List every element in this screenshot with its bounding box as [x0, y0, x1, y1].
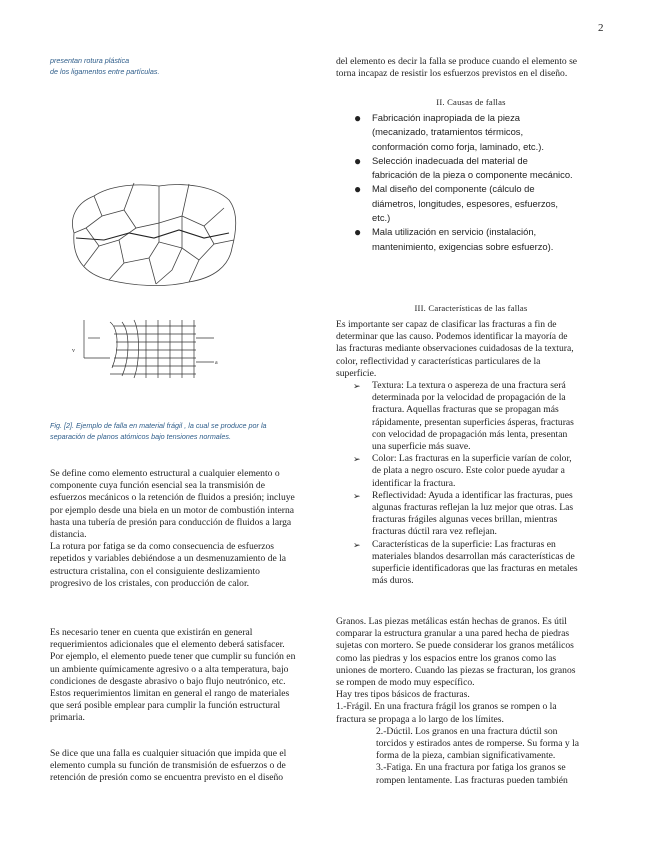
text-line: progresivo de los cristales, con producción de calor.	[50, 577, 250, 589]
text-line: requerimientos adicionales que el elemento deberá satisfacer.	[50, 639, 285, 651]
text-line: que será posible emplear para cumplir la función estructural	[50, 700, 281, 712]
text-line: Es necesario tener en cuenta que existirán en general	[50, 627, 253, 638]
text-line: estructura cristalina, con el consiguiente deslizamiento	[50, 565, 260, 577]
text-line: distancia.	[50, 529, 87, 541]
text-line: 3.-Fatiga. En una fractura por fatiga los granos se	[376, 762, 566, 774]
text-line: más duros.	[372, 575, 414, 587]
text-line: hasta una tubería de presión para conducción de fluidos a larga	[50, 516, 292, 528]
right-intro	[336, 56, 606, 80]
text-line: repetidos y variables debiéndose a un desmenuzamiento de la	[50, 553, 287, 565]
caracteristicas-list	[336, 380, 608, 587]
text-line: conformación como forja, laminado, etc.).	[372, 140, 544, 152]
text-line: fractura. Aquellas fracturas que se propagan más	[372, 404, 559, 416]
text-line: algunas fracturas reflejan la luz mejor que otras. Las	[372, 502, 574, 514]
text-line: con velocidad de propagación más lenta, presentan	[372, 428, 568, 440]
text-line: materiales blandos desarrollan más características de	[372, 550, 575, 562]
text-line: comparar la estructura granular a una pared hecha de piedras	[336, 628, 570, 640]
bullet-icon: ●	[354, 153, 362, 168]
text-line: identificar la fractura.	[372, 477, 456, 489]
text-line: Es importante ser capaz de clasificar las fracturas a fin de	[336, 319, 557, 330]
text-line: retención de presión como se encuentra previsto en el diseño	[50, 772, 284, 784]
list-item	[336, 453, 608, 490]
text-line: componente cuya función esencial sea la transmisión de	[50, 480, 265, 492]
text-line: Granos. Las piezas metálicas están hechas de granos. Es útil	[336, 616, 567, 627]
text-line: se rompen de modo muy específico.	[336, 677, 475, 689]
text-line: rápidamente, presentan superficies ásperas, fracturas	[372, 416, 574, 428]
text-line: Color: Las fracturas en la superficie varían de color,	[372, 453, 572, 465]
section3-intro	[336, 319, 606, 380]
text-line: (mecanizado, tratamientos térmicos,	[372, 126, 524, 138]
left-paragraph-3	[50, 748, 320, 785]
text-line: Reflectividad: Ayuda a identificar las fracturas, pues	[372, 489, 573, 501]
text-line: Textura: La textura o aspereza de una fractura será	[372, 380, 566, 391]
bullet-icon: ●	[354, 225, 362, 240]
text-line: superficie.	[336, 367, 377, 379]
text-line: Fabricación inapropiada de la pieza	[372, 112, 521, 123]
text-line: una superficie más suave.	[372, 441, 471, 453]
section-heading-caracteristicas: III. Características de las fallas	[414, 303, 528, 313]
text-line: determinada por la velocidad de propagación de la	[372, 392, 566, 404]
text-line: elemento cumpla su función de transmisión de esfuerzos o de	[50, 760, 286, 772]
text-line: diámetros, longitudes, espesores, esfuerzos,	[372, 197, 559, 209]
text-line: Mal diseño del componente (cálculo de	[372, 183, 535, 195]
fracture-types-indented	[336, 726, 606, 787]
left-paragraph-1	[50, 468, 320, 590]
list-item	[336, 154, 616, 183]
bullet-icon: ●	[354, 182, 362, 197]
text-line: Selección inadecuada del material de	[372, 154, 528, 166]
figure-label-a: a	[215, 360, 218, 366]
text-line: 1.-Frágil. En una fractura frágil los granos se rompen o la	[336, 701, 557, 713]
text-line: La rotura por fatiga se da como consecuencia de esfuerzos	[50, 541, 275, 553]
text-line: fractura se propaga a lo largo de los límites.	[336, 713, 504, 725]
list-item	[336, 539, 608, 588]
arrow-bullet-icon: ➢	[353, 454, 361, 465]
text-line: Se dice que una falla es cualquier situación que impida que el	[50, 748, 287, 759]
text-line: Mala utilización en servicio (instalación,	[372, 226, 537, 238]
text-line: Características de la superficie: Las fracturas en	[372, 538, 556, 550]
text-line: las fracturas mediante observaciones cuidadosas de la textura,	[336, 343, 574, 355]
text-line: etc.)	[372, 212, 391, 224]
fig2-caption	[50, 421, 310, 442]
text-line: forma de la pieza, cambian significativamente.	[376, 750, 556, 762]
text-line: del elemento es decir la falla se produce cuando el elemento se	[336, 56, 578, 67]
text-line: fabricación de la pieza o componente mecánico.	[372, 169, 573, 181]
text-line: torcidos y estirados antes de romperse. Su forma y la	[376, 738, 580, 750]
section-heading-causas: II. Causas de fallas	[436, 97, 506, 107]
caption-line: presentan rotura plástica	[50, 56, 130, 65]
text-line: torna incapaz de resistir los esfuerzos previstos en el diseño.	[336, 68, 568, 80]
arrow-bullet-icon: ➢	[353, 381, 361, 391]
lattice-fracture-figure	[70, 318, 220, 380]
list-item	[336, 225, 616, 254]
grain-structure-figure	[64, 178, 239, 288]
list-item	[336, 490, 608, 539]
text-line: fracturas frágiles algunas veces brillan, mientras	[372, 514, 558, 526]
list-item	[336, 380, 608, 453]
text-line: superficie identificadoras que las fracturas en metales	[372, 563, 578, 575]
text-line: Por ejemplo, el elemento puede tener que cumplir su función en	[50, 651, 296, 663]
text-line: sujetas con mortero. Se puede considerar los granos metálicos	[336, 640, 574, 652]
caption-line: de los ligamentos entre partículas.	[50, 66, 160, 76]
top-figure-caption	[50, 56, 300, 77]
text-line: como las piedras y los espacios entre los granos como las	[336, 652, 557, 664]
text-line: Hay tres tipos básicos de fracturas.	[336, 689, 470, 701]
text-line: mantenimiento, exigencias sobre esfuerzo).	[372, 240, 554, 252]
list-item	[336, 111, 616, 154]
text-line: 2.-Dúctil. Los granos en una fractura dúctil son	[376, 725, 558, 737]
list-item	[336, 182, 616, 225]
text-line: por ejemplo desde una biela en un motor de combustión interna	[50, 504, 295, 516]
causas-list	[336, 111, 616, 254]
bullet-icon: ●	[354, 111, 362, 125]
text-line: Se define como elemento estructural a cualquier elemento o	[50, 468, 280, 479]
text-line: color, reflectividad y características particulares de la	[336, 355, 541, 367]
text-line: de plata a negro oscuro. Este color puede ayudar a	[372, 465, 565, 477]
caption-line: Fig. [2]. Ejemplo de falla en material frágil , la cual se produce por la	[50, 421, 267, 430]
arrow-bullet-icon: ➢	[353, 539, 361, 550]
arrow-bullet-icon: ➢	[353, 490, 361, 501]
text-line: un ambiente químicamente agresivo o a alta temperatura, bajo	[50, 663, 289, 675]
caption-line: separación de planos atómicos bajo tensiones normales.	[50, 431, 231, 441]
text-line: Estos requerimientos limitan en general el rango de materiales	[50, 688, 290, 700]
text-line: condiciones de desgaste abrasivo o bajo flujo neutrónico, etc.	[50, 675, 286, 687]
granos-paragraph	[336, 616, 606, 787]
text-line: determinar que las causo. Podemos identificar la mayoría de	[336, 331, 568, 343]
left-paragraph-2	[50, 627, 320, 725]
text-line: rompen lentamente. Las fracturas pueden también	[376, 774, 568, 786]
text-line: uniones de mortero. Cuando las piezas se fracturan, los granos	[336, 664, 576, 676]
text-line: primaria.	[50, 712, 85, 724]
page-number: 2	[598, 22, 604, 34]
text-line: esfuerzos mecánicos o la retención de fluidos a presión; incluye	[50, 492, 295, 504]
figure-label-v: v	[72, 348, 75, 354]
text-line: fracturas dúctil rara vez reflejan.	[372, 526, 497, 538]
